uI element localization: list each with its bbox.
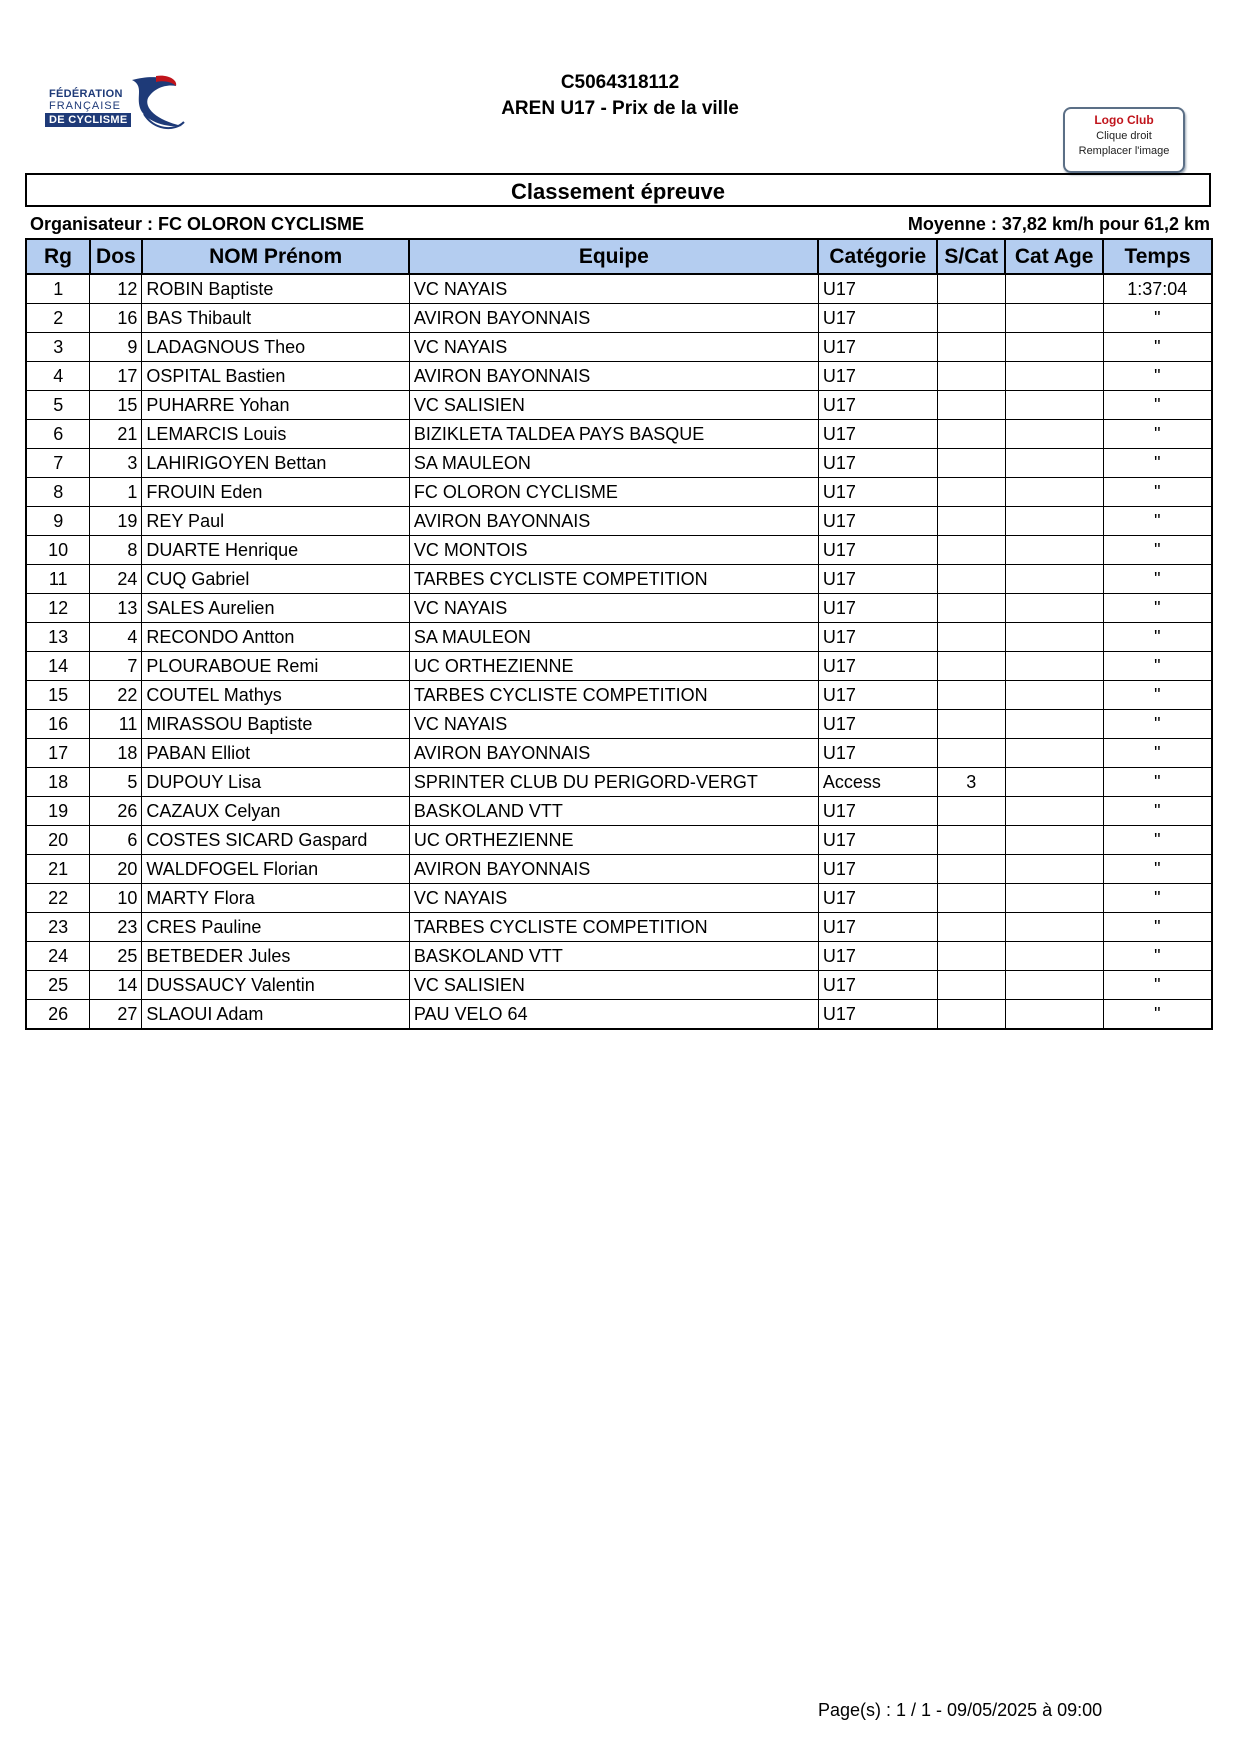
cell-subcategory (937, 710, 1005, 739)
table-row (26, 971, 1212, 1000)
cell-rank: 26 (26, 1000, 90, 1030)
cell-name: DUSSAUCY Valentin (142, 971, 409, 1000)
cell-rank: 9 (26, 507, 90, 536)
cell-time: " (1103, 681, 1212, 710)
cell-bib: 13 (90, 594, 142, 623)
cell-bib: 9 (90, 333, 142, 362)
cell-subcategory (937, 942, 1005, 971)
cell-category: U17 (818, 710, 937, 739)
table-row (26, 536, 1212, 565)
table-row (26, 333, 1212, 362)
table-row (26, 739, 1212, 768)
organizer-label: Organisateur : FC OLORON CYCLISME (30, 214, 365, 234)
cell-rank: 11 (26, 565, 90, 594)
cell-bib: 5 (90, 768, 142, 797)
cell-rank: 3 (26, 333, 90, 362)
cell-bib: 8 (90, 536, 142, 565)
cell-bib: 19 (90, 507, 142, 536)
cell-subcategory (937, 739, 1005, 768)
cell-name: COSTES SICARD Gaspard (142, 826, 409, 855)
cell-name: BETBEDER Jules (142, 942, 409, 971)
cell-age-category (1005, 594, 1103, 623)
cell-category: U17 (818, 333, 937, 362)
cell-subcategory (937, 594, 1005, 623)
cell-age-category (1005, 942, 1103, 971)
cell-team: VC MONTOIS (409, 536, 818, 565)
table-row (26, 594, 1212, 623)
cell-age-category (1005, 768, 1103, 797)
table-row (26, 710, 1212, 739)
cell-team: TARBES CYCLISTE COMPETITION (409, 913, 818, 942)
cell-category: U17 (818, 478, 937, 507)
cell-age-category (1005, 652, 1103, 681)
cell-age-category (1005, 884, 1103, 913)
cell-team: VC NAYAIS (409, 594, 818, 623)
cell-rank: 7 (26, 449, 90, 478)
club-logo-line3: Remplacer l'image (1078, 145, 1170, 157)
cell-team: AVIRON BAYONNAIS (409, 739, 818, 768)
club-logo-line1: Logo Club (1094, 113, 1154, 127)
cell-time: " (1103, 507, 1212, 536)
cell-subcategory (937, 304, 1005, 333)
cell-age-category (1005, 623, 1103, 652)
cell-name: COUTEL Mathys (142, 681, 409, 710)
cell-name: CRES Pauline (142, 913, 409, 942)
cell-team: AVIRON BAYONNAIS (409, 362, 818, 391)
cell-subcategory (937, 681, 1005, 710)
cell-age-category (1005, 971, 1103, 1000)
cell-category: U17 (818, 681, 937, 710)
cell-rank: 4 (26, 362, 90, 391)
cell-category: U17 (818, 623, 937, 652)
cell-subcategory (937, 333, 1005, 362)
table-row (26, 681, 1212, 710)
cell-category: U17 (818, 942, 937, 971)
cell-rank: 24 (26, 942, 90, 971)
cell-team: BIZIKLETA TALDEA PAYS BASQUE (409, 420, 818, 449)
cell-bib: 17 (90, 362, 142, 391)
cell-rank: 12 (26, 594, 90, 623)
table-row (26, 391, 1212, 420)
section-title: Classement épreuve (25, 173, 1211, 207)
cell-bib: 3 (90, 449, 142, 478)
cell-bib: 14 (90, 971, 142, 1000)
table-row (26, 652, 1212, 681)
cell-rank: 1 (26, 274, 90, 304)
cell-team: SPRINTER CLUB DU PERIGORD-VERGT (409, 768, 818, 797)
cell-time: " (1103, 333, 1212, 362)
cell-subcategory (937, 884, 1005, 913)
column-header-time: Temps (1103, 239, 1212, 274)
cell-time: " (1103, 1000, 1212, 1030)
cell-category: U17 (818, 274, 937, 304)
cell-subcategory (937, 478, 1005, 507)
cell-name: WALDFOGEL Florian (142, 855, 409, 884)
cell-bib: 27 (90, 1000, 142, 1030)
cell-team: FC OLORON CYCLISME (409, 478, 818, 507)
cell-name: LAHIRIGOYEN Bettan (142, 449, 409, 478)
cell-time: " (1103, 768, 1212, 797)
cell-subcategory (937, 1000, 1005, 1030)
cell-age-category (1005, 1000, 1103, 1030)
cell-rank: 17 (26, 739, 90, 768)
cell-category: U17 (818, 739, 937, 768)
cell-rank: 25 (26, 971, 90, 1000)
cell-name: PLOURABOUE Remi (142, 652, 409, 681)
cell-category: U17 (818, 913, 937, 942)
cell-team: VC SALISIEN (409, 971, 818, 1000)
table-row (26, 623, 1212, 652)
cell-age-category (1005, 913, 1103, 942)
cell-rank: 6 (26, 420, 90, 449)
cell-name: RECONDO Antton (142, 623, 409, 652)
cell-subcategory (937, 826, 1005, 855)
cell-subcategory (937, 391, 1005, 420)
table-row (26, 768, 1212, 797)
column-header-team: Equipe (409, 239, 818, 274)
federation-logo-line3: DE CYCLISME (45, 113, 131, 127)
cell-age-category (1005, 420, 1103, 449)
cell-time: " (1103, 362, 1212, 391)
cell-category: U17 (818, 565, 937, 594)
table-row (26, 942, 1212, 971)
cell-rank: 22 (26, 884, 90, 913)
cell-time: " (1103, 594, 1212, 623)
cell-time: " (1103, 623, 1212, 652)
cell-bib: 11 (90, 710, 142, 739)
cell-age-category (1005, 536, 1103, 565)
cell-team: AVIRON BAYONNAIS (409, 304, 818, 333)
cell-subcategory (937, 913, 1005, 942)
cell-subcategory (937, 623, 1005, 652)
cell-rank: 19 (26, 797, 90, 826)
cell-category: U17 (818, 536, 937, 565)
column-header-subcategory: S/Cat (937, 239, 1005, 274)
cell-subcategory (937, 652, 1005, 681)
table-row (26, 826, 1212, 855)
cell-subcategory (937, 274, 1005, 304)
cell-time: 1:37:04 (1103, 274, 1212, 304)
table-row (26, 913, 1212, 942)
cell-time: " (1103, 652, 1212, 681)
cell-age-category (1005, 362, 1103, 391)
cell-category: U17 (818, 971, 937, 1000)
cell-category: U17 (818, 507, 937, 536)
cell-subcategory (937, 362, 1005, 391)
cell-time: " (1103, 913, 1212, 942)
cell-team: VC NAYAIS (409, 710, 818, 739)
table-row (26, 1000, 1212, 1030)
cell-time: " (1103, 826, 1212, 855)
average-speed-label: Moyenne : 37,82 km/h pour 61,2 km (907, 214, 1210, 234)
results-body (26, 274, 1212, 1029)
cell-category: U17 (818, 1000, 937, 1030)
cell-time: " (1103, 420, 1212, 449)
column-header-name: NOM Prénom (142, 239, 409, 274)
cell-rank: 8 (26, 478, 90, 507)
column-header-dos: Dos (90, 239, 142, 274)
cell-category: U17 (818, 855, 937, 884)
cell-team: SA MAULEON (409, 449, 818, 478)
cell-name: BAS Thibault (142, 304, 409, 333)
club-logo-placeholder (1063, 107, 1185, 173)
cell-name: PUHARRE Yohan (142, 391, 409, 420)
cell-bib: 18 (90, 739, 142, 768)
cell-age-category (1005, 304, 1103, 333)
cell-bib: 26 (90, 797, 142, 826)
cell-subcategory (937, 565, 1005, 594)
cell-time: " (1103, 710, 1212, 739)
cell-bib: 23 (90, 913, 142, 942)
cell-rank: 14 (26, 652, 90, 681)
cell-time: " (1103, 565, 1212, 594)
cell-team: BASKOLAND VTT (409, 942, 818, 971)
cell-team: VC NAYAIS (409, 333, 818, 362)
cell-time: " (1103, 391, 1212, 420)
cell-name: OSPITAL Bastien (142, 362, 409, 391)
cell-team: VC SALISIEN (409, 391, 818, 420)
cell-category: U17 (818, 391, 937, 420)
club-logo-line2: Clique droit (1096, 130, 1152, 142)
cell-subcategory (937, 507, 1005, 536)
cell-rank: 13 (26, 623, 90, 652)
cell-subcategory (937, 420, 1005, 449)
cell-bib: 21 (90, 420, 142, 449)
cell-team: UC ORTHEZIENNE (409, 652, 818, 681)
cell-subcategory (937, 797, 1005, 826)
cell-time: " (1103, 536, 1212, 565)
table-row (26, 507, 1212, 536)
cell-time: " (1103, 797, 1212, 826)
cell-time: " (1103, 884, 1212, 913)
document-code: C5064318112 (560, 72, 680, 93)
cell-name: ROBIN Baptiste (142, 274, 409, 304)
cell-rank: 5 (26, 391, 90, 420)
cell-age-category (1005, 274, 1103, 304)
cell-name: REY Paul (142, 507, 409, 536)
cell-bib: 1 (90, 478, 142, 507)
cell-category: U17 (818, 304, 937, 333)
page-footer: Page(s) : 1 / 1 - 09/05/2025 à 09:00 (818, 1700, 1103, 1720)
table-header-row (26, 239, 1212, 274)
cell-category: U17 (818, 362, 937, 391)
cell-category: U17 (818, 449, 937, 478)
cell-team: VC NAYAIS (409, 884, 818, 913)
cell-name: CUQ Gabriel (142, 565, 409, 594)
cell-age-category (1005, 333, 1103, 362)
cell-team: AVIRON BAYONNAIS (409, 507, 818, 536)
cell-subcategory (937, 855, 1005, 884)
cell-subcategory (937, 971, 1005, 1000)
cell-category: U17 (818, 652, 937, 681)
cell-bib: 24 (90, 565, 142, 594)
cell-subcategory (937, 536, 1005, 565)
cell-bib: 10 (90, 884, 142, 913)
cell-time: " (1103, 855, 1212, 884)
table-row (26, 478, 1212, 507)
cell-rank: 18 (26, 768, 90, 797)
cell-time: " (1103, 942, 1212, 971)
federation-logo-line2: FRANÇAISE (49, 100, 121, 112)
cell-rank: 20 (26, 826, 90, 855)
cell-rank: 16 (26, 710, 90, 739)
cell-time: " (1103, 449, 1212, 478)
cell-age-category (1005, 507, 1103, 536)
cell-age-category (1005, 391, 1103, 420)
cell-bib: 20 (90, 855, 142, 884)
cell-rank: 2 (26, 304, 90, 333)
cell-category: U17 (818, 884, 937, 913)
cell-rank: 15 (26, 681, 90, 710)
table-row (26, 420, 1212, 449)
cell-age-category (1005, 826, 1103, 855)
cell-name: FROUIN Eden (142, 478, 409, 507)
cell-age-category (1005, 855, 1103, 884)
cell-name: DUARTE Henrique (142, 536, 409, 565)
cell-category: U17 (818, 826, 937, 855)
cell-bib: 25 (90, 942, 142, 971)
cell-age-category (1005, 797, 1103, 826)
table-row (26, 274, 1212, 304)
cell-team: AVIRON BAYONNAIS (409, 855, 818, 884)
table-row (26, 855, 1212, 884)
cell-name: CAZAUX Celyan (142, 797, 409, 826)
cell-bib: 16 (90, 304, 142, 333)
table-row (26, 884, 1212, 913)
cell-rank: 10 (26, 536, 90, 565)
cell-rank: 23 (26, 913, 90, 942)
cell-time: " (1103, 739, 1212, 768)
cell-bib: 22 (90, 681, 142, 710)
federation-logo-line1: FÉDÉRATION (49, 88, 123, 100)
cell-time: " (1103, 304, 1212, 333)
column-header-rg: Rg (26, 239, 90, 274)
cell-team: BASKOLAND VTT (409, 797, 818, 826)
table-row (26, 565, 1212, 594)
table-row (26, 449, 1212, 478)
cell-bib: 15 (90, 391, 142, 420)
cell-team: UC ORTHEZIENNE (409, 826, 818, 855)
cell-name: SLAOUI Adam (142, 1000, 409, 1030)
cell-team: TARBES CYCLISTE COMPETITION (409, 681, 818, 710)
column-header-category: Catégorie (818, 239, 937, 274)
cell-bib: 6 (90, 826, 142, 855)
cell-age-category (1005, 710, 1103, 739)
results-table (25, 238, 1213, 1030)
cell-category: U17 (818, 797, 937, 826)
cell-subcategory: 3 (937, 768, 1005, 797)
cell-age-category (1005, 739, 1103, 768)
cell-name: MARTY Flora (142, 884, 409, 913)
cell-category: U17 (818, 594, 937, 623)
cell-bib: 12 (90, 274, 142, 304)
cell-age-category (1005, 478, 1103, 507)
cell-age-category (1005, 565, 1103, 594)
cell-bib: 7 (90, 652, 142, 681)
cell-name: LADAGNOUS Theo (142, 333, 409, 362)
cell-name: DUPOUY Lisa (142, 768, 409, 797)
table-row (26, 362, 1212, 391)
cell-time: " (1103, 971, 1212, 1000)
cell-category: Access (818, 768, 937, 797)
cell-rank: 21 (26, 855, 90, 884)
cell-team: SA MAULEON (409, 623, 818, 652)
table-row (26, 797, 1212, 826)
cell-age-category (1005, 449, 1103, 478)
cell-name: LEMARCIS Louis (142, 420, 409, 449)
cell-team: TARBES CYCLISTE COMPETITION (409, 565, 818, 594)
cell-name: PABAN Elliot (142, 739, 409, 768)
cell-bib: 4 (90, 623, 142, 652)
column-header-age-category: Cat Age (1005, 239, 1103, 274)
table-row (26, 304, 1212, 333)
cell-category: U17 (818, 420, 937, 449)
cell-name: SALES Aurelien (142, 594, 409, 623)
cell-team: PAU VELO 64 (409, 1000, 818, 1030)
cell-name: MIRASSOU Baptiste (142, 710, 409, 739)
cell-team: VC NAYAIS (409, 274, 818, 304)
document-title: AREN U17 - Prix de la ville (501, 98, 739, 119)
cell-time: " (1103, 478, 1212, 507)
cell-age-category (1005, 681, 1103, 710)
cell-subcategory (937, 449, 1005, 478)
